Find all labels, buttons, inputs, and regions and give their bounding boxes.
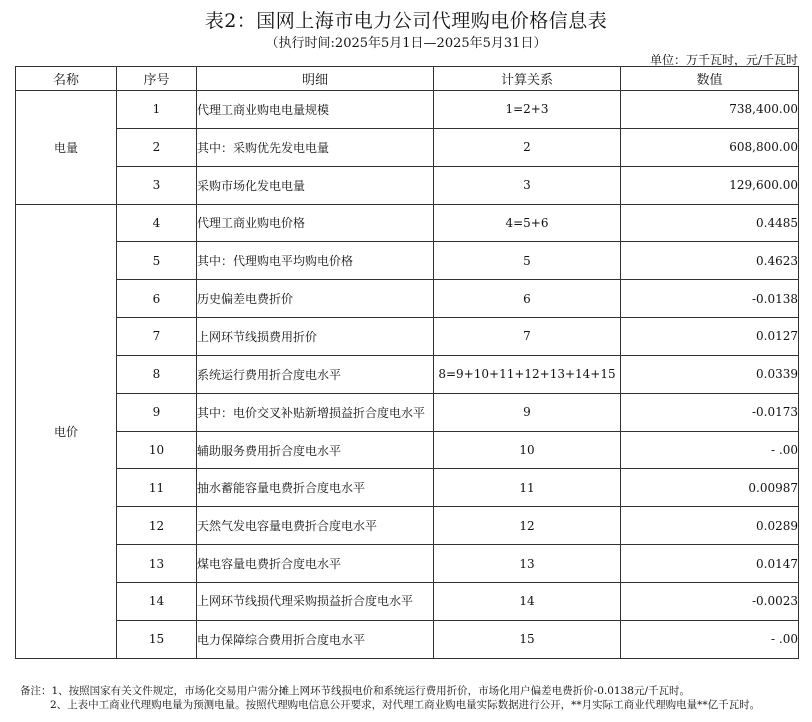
relation-cell: 4=5+6 xyxy=(434,204,621,242)
value-cell: 0.0127 xyxy=(621,318,799,356)
col-header-seq: 序号 xyxy=(117,67,197,91)
group-label-price: 电价 xyxy=(16,204,117,658)
value-cell: 0.00987 xyxy=(621,469,799,507)
seq-cell: 13 xyxy=(117,545,197,583)
seq-cell: 2 xyxy=(117,128,197,166)
relation-cell: 10 xyxy=(434,431,621,469)
value-cell: 0.0339 xyxy=(621,355,799,393)
group-label-quantity: 电量 xyxy=(16,91,117,205)
detail-cell: 抽水蓄能容量电费折合度电水平 xyxy=(197,469,434,507)
relation-cell: 7 xyxy=(434,318,621,356)
col-header-name: 名称 xyxy=(16,67,117,91)
detail-cell: 代理工商业购电价格 xyxy=(197,204,434,242)
execution-period: （执行时间:2025年5月1日—2025年5月31日） xyxy=(265,36,547,51)
table-row xyxy=(16,355,799,393)
seq-cell: 1 xyxy=(117,91,197,129)
detail-cell: 采购市场化发电电量 xyxy=(197,166,434,204)
seq-cell: 11 xyxy=(117,469,197,507)
relation-cell: 14 xyxy=(434,582,621,620)
relation-cell: 12 xyxy=(434,507,621,545)
relation-cell: 8=9+10+11+12+13+14+15 xyxy=(434,355,621,393)
detail-cell: 电力保障综合费用折合度电水平 xyxy=(197,620,434,658)
detail-cell: 天然气发电容量电费折合度电水平 xyxy=(197,507,434,545)
value-cell: 0.0147 xyxy=(621,545,799,583)
relation-cell: 13 xyxy=(434,545,621,583)
value-cell: 0.4623 xyxy=(621,242,799,280)
note-line-1: 备注：1、按照国家有关文件规定，市场化交易用户需分摊上网环节线损电价和系统运行费用折价，市场化用户偏差电费折价-0.0138元/千瓦时。 xyxy=(20,685,691,697)
note-line-2: 2、上表中工商业代理购电量为预测电量。按照代理购电信息公开要求，对代理工商业购电量实际数据进行公开，**月实际工商业代理购电量**亿千瓦时。 xyxy=(50,699,761,711)
table-row xyxy=(16,469,799,507)
table-row xyxy=(16,545,799,583)
detail-cell: 系统运行费用折合度电水平 xyxy=(197,355,434,393)
value-cell: 608,800.00 xyxy=(621,128,799,166)
relation-cell: 6 xyxy=(434,280,621,318)
detail-cell: 其中：电价交叉补贴新增损益折合度电水平 xyxy=(197,393,434,431)
table-row xyxy=(16,620,799,658)
seq-cell: 14 xyxy=(117,582,197,620)
table-row xyxy=(16,507,799,545)
value-cell: 0.0289 xyxy=(621,507,799,545)
seq-cell: 8 xyxy=(117,355,197,393)
seq-cell: 7 xyxy=(117,318,197,356)
table-row xyxy=(16,91,799,129)
table-row xyxy=(16,242,799,280)
value-cell: - .00 xyxy=(621,431,799,469)
seq-cell: 6 xyxy=(117,280,197,318)
detail-cell: 其中：采购优先发电电量 xyxy=(197,128,434,166)
col-header-value: 数值 xyxy=(621,67,799,91)
detail-cell: 历史偏差电费折价 xyxy=(197,280,434,318)
relation-cell: 5 xyxy=(434,242,621,280)
seq-cell: 12 xyxy=(117,507,197,545)
relation-cell: 1=2+3 xyxy=(434,91,621,129)
table-row xyxy=(16,393,799,431)
table-row xyxy=(16,582,799,620)
seq-cell: 4 xyxy=(117,204,197,242)
table-row xyxy=(16,318,799,356)
table-row xyxy=(16,280,799,318)
price-info-table xyxy=(15,66,799,659)
value-cell: 738,400.00 xyxy=(621,91,799,129)
table-row xyxy=(16,166,799,204)
notes xyxy=(20,684,760,712)
relation-cell: 9 xyxy=(434,393,621,431)
value-cell: -0.0173 xyxy=(621,393,799,431)
detail-cell: 辅助服务费用折合度电水平 xyxy=(197,431,434,469)
value-cell: -0.0023 xyxy=(621,582,799,620)
table-row xyxy=(16,128,799,166)
detail-cell: 上网环节线损代理采购损益折合度电水平 xyxy=(197,582,434,620)
value-cell: - .00 xyxy=(621,620,799,658)
relation-cell: 11 xyxy=(434,469,621,507)
seq-cell: 15 xyxy=(117,620,197,658)
relation-cell: 15 xyxy=(434,620,621,658)
relation-cell: 3 xyxy=(434,166,621,204)
col-header-detail: 明细 xyxy=(197,67,434,91)
detail-cell: 其中：代理购电平均购电价格 xyxy=(197,242,434,280)
col-header-relation: 计算关系 xyxy=(434,67,621,91)
detail-cell: 煤电容量电费折合度电水平 xyxy=(197,545,434,583)
value-cell: 129,600.00 xyxy=(621,166,799,204)
table-title: 表2：国网上海市电力公司代理购电价格信息表 xyxy=(204,10,608,32)
seq-cell: 5 xyxy=(117,242,197,280)
detail-cell: 代理工商业购电电量规模 xyxy=(197,91,434,129)
table-row xyxy=(16,431,799,469)
value-cell: 0.4485 xyxy=(621,204,799,242)
unit-label: 单位：万千瓦时，元/千瓦时 xyxy=(649,53,798,67)
table-row xyxy=(16,204,799,242)
detail-cell: 上网环节线损费用折价 xyxy=(197,318,434,356)
header-row xyxy=(16,67,799,91)
seq-cell: 3 xyxy=(117,166,197,204)
seq-cell: 9 xyxy=(117,393,197,431)
seq-cell: 10 xyxy=(117,431,197,469)
value-cell: -0.0138 xyxy=(621,280,799,318)
relation-cell: 2 xyxy=(434,128,621,166)
